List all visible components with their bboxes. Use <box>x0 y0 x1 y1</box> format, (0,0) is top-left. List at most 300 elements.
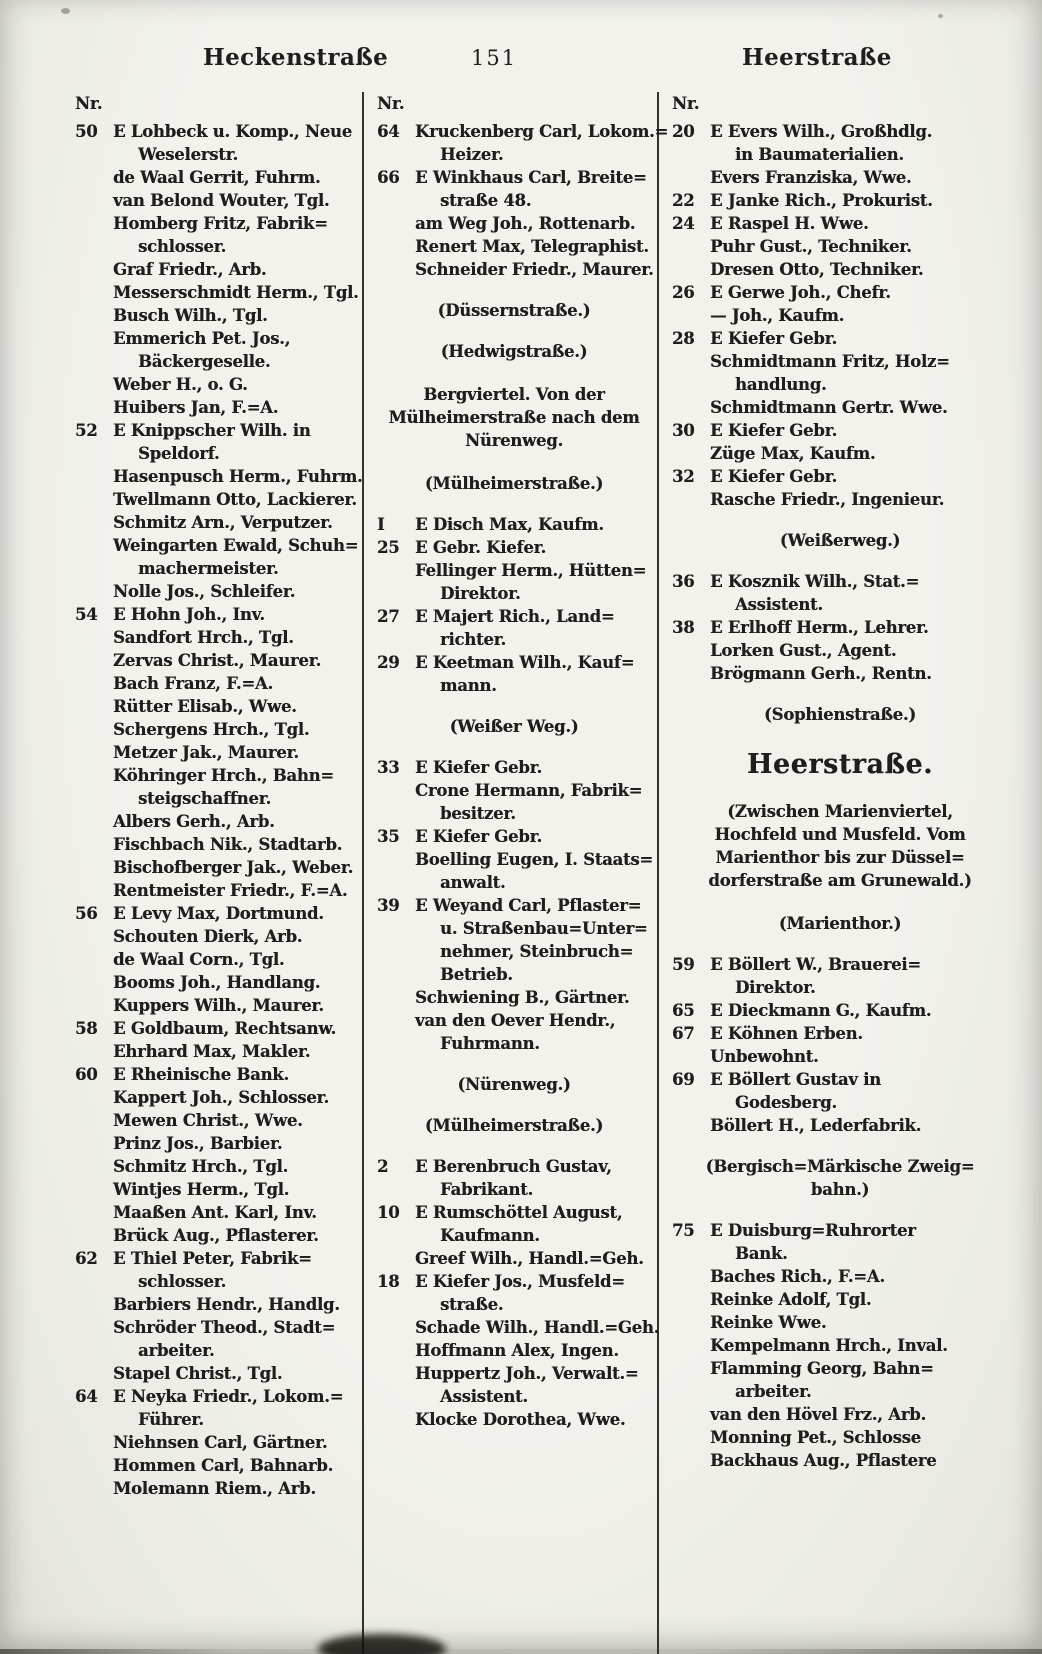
resident-line <box>75 1316 356 1362</box>
house-number: 32 <box>672 467 695 486</box>
text-line: Züge Max, Kaufm. <box>710 444 876 463</box>
text-line: Mewen Christ., Wwe. <box>113 1111 303 1130</box>
text-line <box>672 465 1008 488</box>
text-line: steigschaffner. <box>138 789 272 808</box>
text-line: Rasche Friedr., Ingenieur. <box>710 490 945 509</box>
text-line: Backhaus Aug., Pflastere <box>710 1451 937 1470</box>
text-line: schlosser. <box>138 237 227 256</box>
entry-text: E Goldbaum, Rechtsanw. <box>113 1019 337 1038</box>
scan-speck <box>61 8 70 14</box>
text-line: dorferstraße am Grunewald.) <box>708 871 972 890</box>
house-number: 64 <box>377 122 400 141</box>
resident-line <box>75 1040 356 1063</box>
directory-entry <box>672 465 1008 488</box>
directory-entry <box>672 189 1008 212</box>
street-divider <box>672 529 1008 552</box>
house-number: 28 <box>672 329 695 348</box>
directory-entry <box>672 327 1008 350</box>
text-line: de Waal Gerrit, Fuhrm. <box>113 168 321 187</box>
nr-label: Nr. <box>377 94 405 113</box>
resident-line <box>75 879 356 902</box>
directory-entry <box>672 616 1008 639</box>
header-street-left: Heckenstraße <box>203 44 389 71</box>
house-number: 39 <box>377 896 400 915</box>
text-line <box>672 212 1008 235</box>
entry-text: E Levy Max, Dortmund. <box>113 904 324 923</box>
text-line: Mülheimerstraße nach dem <box>388 408 640 427</box>
street-divider <box>377 1114 651 1137</box>
text-line <box>377 120 669 143</box>
resident-line <box>75 833 356 856</box>
text-line: Schade Wilh., Handl.=Geh. <box>415 1318 660 1337</box>
entry-text: E Berenbruch Gustav, <box>415 1157 612 1176</box>
resident-line <box>75 327 356 373</box>
text-line: Kuppers Wilh., Maurer. <box>113 996 324 1015</box>
resident-line <box>377 1009 651 1055</box>
resident-line <box>672 1288 1008 1311</box>
resident-line <box>672 1045 1008 1068</box>
resident-line <box>75 1431 356 1454</box>
text-line: (Zwischen Marienviertel, <box>727 802 953 821</box>
resident-line <box>377 1247 651 1270</box>
text-line <box>377 756 651 779</box>
house-number: 52 <box>75 421 98 440</box>
house-number: 56 <box>75 904 98 923</box>
resident-line <box>377 235 651 258</box>
entry-text: E Kiefer Gebr. <box>710 329 838 348</box>
text-line: Fabrikant. <box>440 1180 533 1199</box>
text-line: van den Hövel Frz., Arb. <box>710 1405 926 1424</box>
directory-entry <box>377 1201 651 1247</box>
house-number: 29 <box>377 653 400 672</box>
text-line: arbeiter. <box>735 1382 812 1401</box>
resident-line <box>672 166 1008 189</box>
directory-entry <box>377 605 651 651</box>
text-line: Assistent. <box>735 595 823 614</box>
resident-line <box>377 848 651 894</box>
resident-line <box>672 488 1008 511</box>
text-line: (Nürenweg.) <box>457 1075 571 1094</box>
house-number: 35 <box>377 827 400 846</box>
text-line <box>75 120 356 143</box>
text-line: Bischofberger Jak., Weber. <box>113 858 354 877</box>
entry-text: E Rheinische Bank. <box>113 1065 289 1084</box>
directory-entry <box>75 120 356 166</box>
text-line <box>377 651 651 674</box>
directory-entry <box>377 513 651 536</box>
directory-entry <box>377 1155 651 1201</box>
text-line: Godesberg. <box>735 1093 837 1112</box>
street-divider <box>672 1155 1008 1201</box>
page-number: 151 <box>471 46 518 70</box>
text-line: (Weißerweg.) <box>779 531 901 550</box>
directory-entry <box>377 536 651 559</box>
column-1 <box>75 92 362 1654</box>
text-line: schlosser. <box>138 1272 227 1291</box>
directory-entry <box>75 1063 356 1086</box>
resident-line <box>672 304 1008 327</box>
resident-line <box>75 488 356 511</box>
text-line: Klocke Dorothea, Wwe. <box>415 1410 626 1429</box>
resident-line <box>672 1426 1008 1449</box>
text-line: Schröder Theod., Stadt= <box>113 1318 336 1337</box>
text-line: (Weißer Weg.) <box>449 717 579 736</box>
resident-line <box>75 1454 356 1477</box>
entry-text: E Kiefer Gebr. <box>710 467 838 486</box>
resident-line <box>75 695 356 718</box>
text-line: Schneider Friedr., Maurer. <box>415 260 654 279</box>
resident-line <box>377 212 651 235</box>
directory-entry <box>672 953 1008 999</box>
resident-line <box>75 534 359 580</box>
text-line: Reinke Adolf, Tgl. <box>710 1290 872 1309</box>
text-line: anwalt. <box>440 873 506 892</box>
resident-line <box>75 258 356 281</box>
house-number: 30 <box>672 421 695 440</box>
entry-text: E Hohn Joh., Inv. <box>113 605 265 624</box>
text-line: Hoffmann Alex, Ingen. <box>415 1341 619 1360</box>
text-line: Lorken Gust., Agent. <box>710 641 897 660</box>
text-line: (Mülheimerstraße.) <box>424 1116 604 1135</box>
text-line: — Joh., Kaufm. <box>710 306 845 325</box>
text-line: Bäckergeselle. <box>138 352 271 371</box>
column-3 <box>657 92 1014 1654</box>
text-line: Hochfeld und Musfeld. Vom <box>714 825 966 844</box>
directory-entry <box>672 1219 1008 1265</box>
text-line <box>377 605 651 628</box>
resident-line <box>672 1449 1008 1472</box>
house-number: 58 <box>75 1019 98 1038</box>
house-number: 36 <box>672 572 695 591</box>
text-line: Brück Aug., Pflasterer. <box>113 1226 319 1245</box>
entry-text: E Lohbeck u. Komp., Neue <box>113 122 352 141</box>
text-line <box>75 1385 356 1408</box>
text-line <box>377 1155 651 1178</box>
directory-entry <box>377 166 651 212</box>
directory-entry <box>672 999 1008 1022</box>
entry-text: E Gerwe Joh., Chefr. <box>710 283 891 302</box>
text-line: Huibers Jan, F.=A. <box>113 398 279 417</box>
text-line: Reinke Wwe. <box>710 1313 827 1332</box>
text-line <box>377 1270 651 1293</box>
resident-line <box>672 1114 1008 1137</box>
text-line: (Marienthor.) <box>778 914 902 933</box>
text-line: de Waal Corn., Tgl. <box>113 950 285 969</box>
resident-line <box>75 1178 356 1201</box>
resident-line <box>75 1477 356 1500</box>
resident-line <box>672 639 1008 662</box>
resident-line <box>672 1311 1008 1334</box>
text-line <box>672 1219 1008 1242</box>
directory-entry <box>75 1385 356 1431</box>
directory-entry <box>672 281 1008 304</box>
text-line: bahn.) <box>810 1180 870 1199</box>
text-line: u. Straßenbau=Unter= <box>440 919 648 938</box>
text-line: Assistent. <box>440 1387 528 1406</box>
text-line: Hasenpusch Herm., Fuhrm. <box>113 467 363 486</box>
nr-label: Nr. <box>672 94 700 113</box>
house-number: 27 <box>377 607 400 626</box>
entry-text: Kruckenberg Carl, Lokom.= <box>415 122 669 141</box>
entry-text: E Rumschöttel August, <box>415 1203 623 1222</box>
entry-text: E Raspel H. Wwe. <box>710 214 869 233</box>
resident-line <box>75 741 356 764</box>
resident-line <box>75 971 356 994</box>
entry-text: E Kiefer Gebr. <box>415 827 543 846</box>
entry-text: E Gebr. Kiefer. <box>415 538 546 557</box>
text-line: am Weg Joh., Rottenarb. <box>415 214 636 233</box>
district-note <box>377 383 651 452</box>
resident-line <box>75 1224 356 1247</box>
house-number: 50 <box>75 122 98 141</box>
directory-entry <box>672 570 1008 616</box>
house-number: 26 <box>672 283 695 302</box>
text-line: Nolle Jos., Schleifer. <box>113 582 296 601</box>
directory-entry <box>377 120 669 166</box>
nr-label: Nr. <box>75 94 103 113</box>
text-line: Kaufmann. <box>440 1226 540 1245</box>
text-line: Fellinger Herm., Hütten= <box>415 561 647 580</box>
resident-line <box>75 1293 356 1316</box>
entry-text: E Kiefer Jos., Musfeld= <box>415 1272 625 1291</box>
text-line: Rentmeister Friedr., F.=A. <box>113 881 348 900</box>
text-line: Crone Hermann, Fabrik= <box>415 781 643 800</box>
text-line: Kempelmann Hrch., Inval. <box>710 1336 948 1355</box>
text-line: Niehnsen Carl, Gärtner. <box>113 1433 328 1452</box>
resident-line <box>672 235 1008 258</box>
entry-text: E Kiefer Gebr. <box>710 421 838 440</box>
resident-line <box>75 626 356 649</box>
street-divider <box>672 912 1008 935</box>
text-line <box>377 513 651 536</box>
text-line: straße 48. <box>440 191 532 210</box>
text-line <box>672 189 1008 212</box>
text-line: Weber H., o. G. <box>113 375 248 394</box>
text-line: richter. <box>440 630 507 649</box>
house-number: 67 <box>672 1024 695 1043</box>
text-line: Schergens Hrch., Tgl. <box>113 720 310 739</box>
text-line: Köhringer Hrch., Bahn= <box>113 766 334 785</box>
house-number: 22 <box>672 191 695 210</box>
text-line: nehmer, Steinbruch= <box>440 942 634 961</box>
house-number: 60 <box>75 1065 98 1084</box>
resident-line <box>377 1408 651 1431</box>
text-line: van den Oever Hendr., <box>415 1011 616 1030</box>
house-number: 38 <box>672 618 695 637</box>
house-number: 18 <box>377 1272 400 1291</box>
entry-text: E Evers Wilh., Großhdlg. <box>710 122 933 141</box>
house-number: 20 <box>672 122 695 141</box>
directory-entry <box>377 756 651 779</box>
resident-line <box>377 559 651 605</box>
text-line: (Bergisch=Märkische Zweig= <box>705 1157 975 1176</box>
text-line <box>75 1063 356 1086</box>
text-line: straße. <box>440 1295 504 1314</box>
text-line: Schmidtmann Fritz, Holz= <box>710 352 950 371</box>
house-number: 59 <box>672 955 695 974</box>
resident-line <box>75 281 359 304</box>
street-divider <box>672 703 1008 726</box>
text-line: Boelling Eugen, I. Staats= <box>415 850 653 869</box>
text-line: Evers Franziska, Wwe. <box>710 168 912 187</box>
resident-line <box>377 258 654 281</box>
resident-line <box>672 1403 1008 1426</box>
house-number: 64 <box>75 1387 98 1406</box>
street-divider <box>377 1073 651 1096</box>
resident-line <box>672 1357 1008 1403</box>
text-line: Hommen Carl, Bahnarb. <box>113 1456 334 1475</box>
text-line: Nürenweg. <box>465 431 563 450</box>
house-number: 25 <box>377 538 400 557</box>
resident-line <box>75 994 356 1017</box>
district-note <box>672 800 1008 892</box>
resident-line <box>672 1334 1008 1357</box>
resident-line <box>75 511 356 534</box>
text-line: Renert Max, Telegraphist. <box>415 237 649 256</box>
text-line: Monning Pet., Schlosse <box>710 1428 921 1447</box>
street-divider <box>377 472 651 495</box>
text-line: Schmitz Hrch., Tgl. <box>113 1157 289 1176</box>
columns <box>75 92 1014 1654</box>
directory-entry <box>672 212 1008 235</box>
directory-entry <box>377 825 651 848</box>
resident-line <box>672 662 1008 685</box>
text-line: mann. <box>440 676 497 695</box>
directory-entry <box>377 894 651 986</box>
text-line <box>377 825 651 848</box>
street-divider <box>377 340 651 363</box>
resident-line <box>75 810 356 833</box>
text-line: Messerschmidt Herm., Tgl. <box>113 283 359 302</box>
resident-line <box>75 856 356 879</box>
entry-text: E Kiefer Gebr. <box>415 758 543 777</box>
resident-line <box>377 1362 651 1408</box>
resident-line <box>75 672 356 695</box>
text-line <box>75 1247 356 1270</box>
text-line: arbeiter. <box>138 1341 215 1360</box>
resident-line <box>377 1339 651 1362</box>
resident-line <box>672 1265 1008 1288</box>
text-line <box>672 616 1008 639</box>
text-line <box>377 166 651 189</box>
text-line: Weingarten Ewald, Schuh= <box>113 536 359 555</box>
text-line: Direktor. <box>735 978 816 997</box>
house-number: 33 <box>377 758 400 777</box>
resident-line <box>75 1362 356 1385</box>
house-number: 66 <box>377 168 400 187</box>
text-line: besitzer. <box>440 804 516 823</box>
directory-entry <box>672 419 1008 442</box>
header-street-right: Heerstraße <box>742 44 892 71</box>
text-line: Emmerich Pet. Jos., <box>113 329 291 348</box>
entry-text: E Böllert W., Brauerei= <box>710 955 921 974</box>
text-line: Führer. <box>138 1410 204 1429</box>
house-number: 2 <box>377 1157 389 1176</box>
text-line: Flamming Georg, Bahn= <box>710 1359 934 1378</box>
resident-line <box>75 304 356 327</box>
resident-line <box>75 718 356 741</box>
text-line <box>75 603 356 626</box>
text-line: machermeister. <box>138 559 279 578</box>
text-line: Molemann Riem., Arb. <box>113 1479 316 1498</box>
text-line: Homberg Fritz, Fabrik= <box>113 214 328 233</box>
entry-text: E Thiel Peter, Fabrik= <box>113 1249 312 1268</box>
text-line: Stapel Christ., Tgl. <box>113 1364 283 1383</box>
directory-entry <box>75 603 356 626</box>
directory-entry <box>672 120 1008 166</box>
text-line: Schmidtmann Gertr. Wwe. <box>710 398 948 417</box>
text-line <box>75 419 356 442</box>
text-line: Huppertz Joh., Verwalt.= <box>415 1364 639 1383</box>
resident-line <box>672 350 1008 396</box>
text-line: Weselerstr. <box>138 145 239 164</box>
text-line <box>672 120 1008 143</box>
directory-entry <box>75 902 356 925</box>
text-line <box>377 894 651 917</box>
entry-text: E Dieckmann G., Kaufm. <box>710 1001 932 1020</box>
text-line <box>672 570 1008 593</box>
entry-text: E Böllert Gustav in <box>710 1070 881 1089</box>
text-line: Wintjes Herm., Tgl. <box>113 1180 290 1199</box>
house-number: 75 <box>672 1221 695 1240</box>
text-line: Schwiening B., Gärtner. <box>415 988 630 1007</box>
text-line <box>75 902 356 925</box>
text-line: Marienthor bis zur Düssel= <box>715 848 965 867</box>
scan-speck <box>938 14 943 18</box>
street-divider <box>377 715 651 738</box>
text-line: Betrieb. <box>440 965 513 984</box>
directory-entry <box>75 1247 356 1293</box>
entry-text: E Knippscher Wilh. in <box>113 421 311 440</box>
resident-line <box>75 212 356 258</box>
text-line: Metzer Jak., Maurer. <box>113 743 299 762</box>
text-line: Speldorf. <box>138 444 220 463</box>
house-number: 54 <box>75 605 98 624</box>
resident-line <box>672 442 1008 465</box>
text-line: Heerstraße. <box>746 749 934 780</box>
resident-line <box>75 764 356 810</box>
text-line: Maaßen Ant. Karl, Inv. <box>113 1203 317 1222</box>
entry-text: E Winkhaus Carl, Breite= <box>415 168 647 187</box>
text-line: Greef Wilh., Handl.=Geh. <box>415 1249 644 1268</box>
text-line: Puhr Gust., Techniker. <box>710 237 912 256</box>
column-2 <box>362 92 669 1654</box>
resident-line <box>75 1132 356 1155</box>
text-line <box>672 281 1008 304</box>
entry-text: E Keetman Wilh., Kauf= <box>415 653 635 672</box>
resident-line <box>75 1086 356 1109</box>
house-number: 10 <box>377 1203 400 1222</box>
text-line: Dresen Otto, Techniker. <box>710 260 924 279</box>
text-line: Unbewohnt. <box>710 1047 819 1066</box>
directory-entry <box>377 651 651 697</box>
scan-bottom-edge <box>0 1649 1042 1654</box>
resident-line <box>75 166 356 189</box>
directory-entry <box>377 1270 651 1316</box>
text-line: in Baumaterialien. <box>735 145 904 164</box>
resident-line <box>75 373 356 396</box>
resident-line <box>75 465 363 488</box>
text-line: (Sophienstraße.) <box>764 705 916 724</box>
text-line: Brögmann Gerh., Rentn. <box>710 664 932 683</box>
resident-line <box>75 649 356 672</box>
text-line: Bach Franz, F.=A. <box>113 674 274 693</box>
street-divider <box>377 299 651 322</box>
entry-text: E Neyka Friedr., Lokom.= <box>113 1387 344 1406</box>
text-line <box>672 1022 1008 1045</box>
resident-line <box>75 396 356 419</box>
text-line: Sandfort Hrch., Tgl. <box>113 628 294 647</box>
